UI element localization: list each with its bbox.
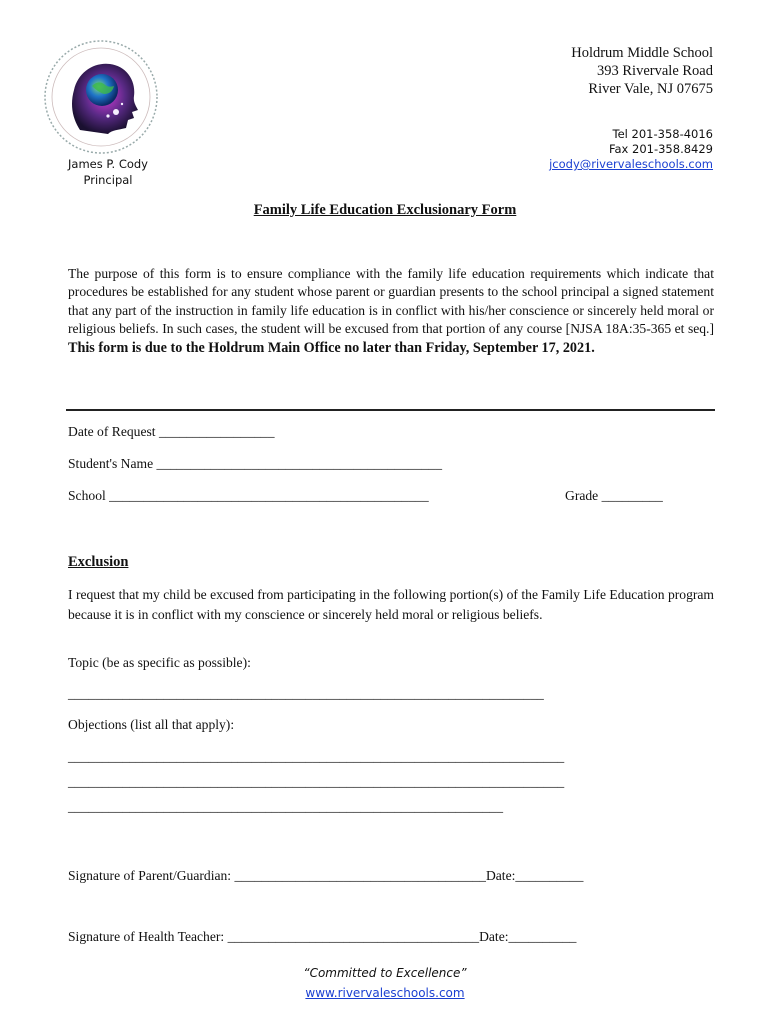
telephone: Tel 201-358-4016 xyxy=(612,127,713,141)
section-divider xyxy=(66,409,715,411)
head-globe-logo-icon xyxy=(42,38,160,156)
objections-label: Objections (list all that apply): xyxy=(68,717,235,732)
grade-field[interactable]: Grade _________ xyxy=(565,488,663,503)
school-field[interactable]: School _______________________________________________ xyxy=(68,488,429,503)
principal-info xyxy=(68,156,148,188)
objection-line-3[interactable]: ________________________________________________________________ xyxy=(68,799,503,814)
student-name-field[interactable]: Student's Name __________________________________________ xyxy=(68,456,443,471)
exclusion-heading: Exclusion xyxy=(68,554,129,570)
principal-title: Principal xyxy=(83,173,133,187)
email-link[interactable]: jcody@rivervaleschools.com xyxy=(549,157,713,171)
teacher-signature-field[interactable]: Signature of Health Teacher: _____________________________________Date:__________ xyxy=(68,929,577,944)
contact-info xyxy=(549,127,713,172)
address-line-1: 393 Rivervale Road xyxy=(597,63,713,79)
due-date-notice: This form is due to the Holdrum Main Office no later than Friday, September 17, 2021. xyxy=(68,339,595,356)
footer-url-container xyxy=(0,986,770,1000)
school-name: Holdrum Middle School xyxy=(571,45,713,61)
date-of-request-field[interactable]: Date of Request _________________ xyxy=(68,424,275,439)
website-link[interactable]: www.rivervaleschools.com xyxy=(305,986,465,1000)
objection-line-1[interactable]: _________________________________________________________________________ xyxy=(68,749,565,764)
form-title: Family Life Education Exclusionary Form xyxy=(253,202,517,218)
purpose-text: The purpose of this form is to ensure compliance with the family life education requirements which indicate that procedures be established for any student whose parent or guardian presents to the school principal a signed statement that any part of the instruction in family life education is in conflict with his/her conscience or sincerely held moral or religious beliefs. In such cases, the student will be excused from that portion of any course [NJSA 18A:35-365 et seq.] xyxy=(68,266,714,337)
address-line-2: River Vale, NJ 07675 xyxy=(588,81,713,97)
fax: Fax 201-358.8429 xyxy=(608,142,713,156)
footer-motto: “Committed to Excellence” xyxy=(303,966,467,980)
topic-line[interactable]: ______________________________________________________________________ xyxy=(68,686,544,701)
principal-name: James P. Cody xyxy=(68,157,148,171)
exclusion-text: I request that my child be excused from participating in the following portion(s) of the Family Life Education program because it is in conflict with my conscience or sincerely held moral or religious beliefs. xyxy=(68,587,714,622)
school-logo xyxy=(42,38,160,156)
parent-signature-field[interactable]: Signature of Parent/Guardian: _____________________________________Date:__________ xyxy=(68,868,584,883)
objection-line-2[interactable]: _________________________________________________________________________ xyxy=(68,774,565,789)
topic-label: Topic (be as specific as possible): xyxy=(68,655,251,670)
purpose-paragraph xyxy=(68,265,714,357)
school-address xyxy=(571,44,713,98)
